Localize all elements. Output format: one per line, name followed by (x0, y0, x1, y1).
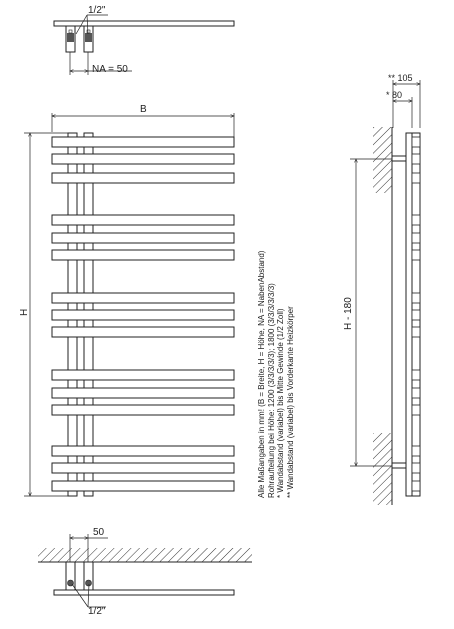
horizontal-tube (52, 370, 234, 380)
side-tube-end (412, 154, 420, 164)
notes-block (257, 251, 295, 498)
side-tube-end (412, 370, 420, 380)
side-tube-end (412, 293, 420, 303)
wall-hatch-floor (38, 548, 252, 562)
bottom-connection-detail (38, 527, 252, 617)
bottom-thread-label: 1/2" (88, 606, 106, 617)
side-tube-end (412, 446, 420, 456)
top-na-label: NA = 50 (92, 64, 128, 75)
note-line-2: Rohraufteilung bei Höhe: 1200 (3/3/3/3/3); 1800 (3/3/3/3/3/3) (266, 283, 276, 498)
horizontal-tube (52, 405, 234, 415)
horizontal-tube (52, 481, 234, 491)
side-tube-end (412, 388, 420, 398)
horizontal-tube (52, 388, 234, 398)
bottom-spacing-label: 50 (93, 527, 105, 538)
horizontal-tube (52, 173, 234, 183)
side-tube-end (412, 215, 420, 225)
horizontal-tube (52, 137, 234, 147)
side-tube-end (412, 405, 420, 415)
side-tube-end (412, 233, 420, 243)
wall-hatch-bottom (373, 433, 392, 505)
note-line-4: ** Wandabstand (variabel) bis Vorderkante Heizkörper (285, 306, 295, 498)
width-label: B (140, 104, 147, 115)
top-pipe-right (84, 26, 93, 52)
side-tube-end (412, 481, 420, 491)
note-line-1: Alle Maßangaben in mm! (B = Breite, H = Höhe, NA = NabenAbstand) (257, 250, 266, 498)
radiator-side-view (343, 73, 420, 505)
bottom-bar (54, 590, 234, 595)
horizontal-tube (52, 327, 234, 337)
top-pipe-left (66, 26, 75, 52)
bottom-pipe-right (84, 562, 93, 590)
horizontal-tubes (52, 137, 234, 491)
top-connection-detail (54, 5, 234, 75)
top-thread-label: 1/2" (88, 5, 106, 16)
radiator-front-view (19, 104, 234, 496)
horizontal-tube (52, 250, 234, 260)
depth-label-outer: ** 105 (388, 73, 413, 83)
horizontal-tube (52, 215, 234, 225)
height-label: H (19, 308, 30, 316)
depth-label-inner: * 80 (386, 90, 403, 100)
radiator-side-collector (406, 133, 412, 496)
side-tube-end (412, 137, 420, 147)
side-tube-end (412, 463, 420, 473)
note-line-3: * Wandabstand (variabel) bis Mitte Gewinde (1/2 Zoll) (276, 308, 286, 498)
side-tube-end (412, 310, 420, 320)
horizontal-tube (52, 310, 234, 320)
horizontal-tube (52, 446, 234, 456)
hub-height-label: H - 180 (343, 297, 354, 330)
horizontal-tube (52, 233, 234, 243)
wall-hatch-top (373, 127, 392, 193)
side-tube-end (412, 250, 420, 260)
horizontal-tube (52, 154, 234, 164)
side-tube-end (412, 173, 420, 183)
horizontal-tube (52, 293, 234, 303)
horizontal-tube (52, 463, 234, 473)
side-tube-end (412, 327, 420, 337)
